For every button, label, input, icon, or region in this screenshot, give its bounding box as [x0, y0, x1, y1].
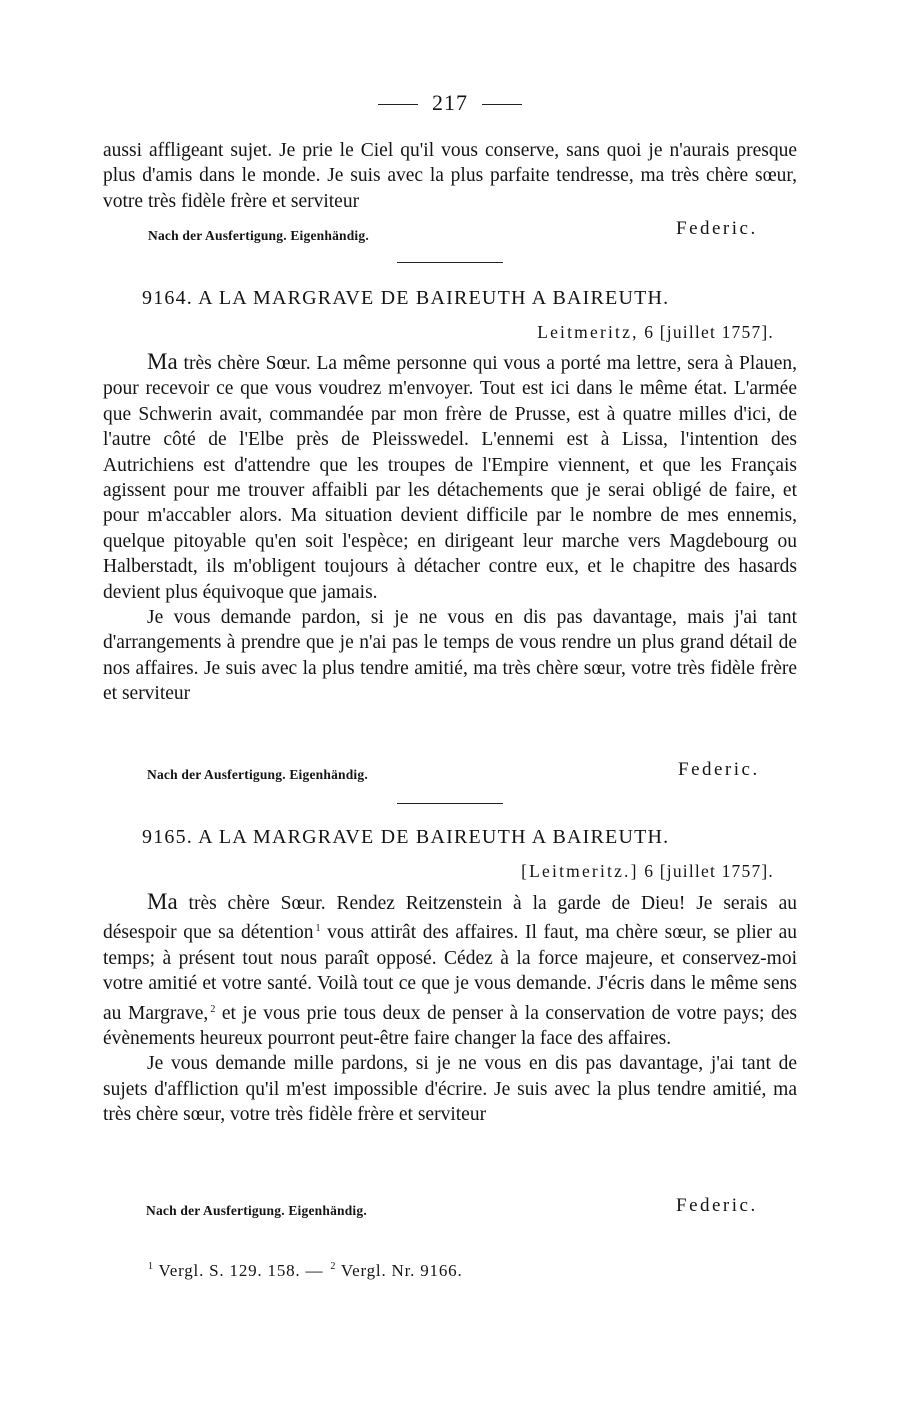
letter-9165-place: [Leitmeritz.]: [521, 861, 639, 881]
footnote-marker-2: 2: [210, 1003, 216, 1015]
section-divider: [397, 803, 503, 804]
letter-9165-body: [103, 889, 797, 1128]
letter-9165-paragraph-1-text-b: vous attirât des affaires. Il faut, ma chère sœur, se plier au temps; à présent tout nous paraît opposé. Cédez à la force majeure, et conservez-moi votre amitié et votre santé. Voilà tout ce que je vous demande. J'écris dans le même sens au Margrave,: [103, 922, 797, 1024]
continuation-text-block: [103, 138, 797, 214]
letter-9164-heading: 9164. A LA MARGRAVE DE BAIREUTH A BAIREUTH.: [142, 287, 670, 309]
page-number-dash-left: [378, 104, 418, 105]
letter-9165-paragraph-1-text-a: très chère Sœur. Rendez Reitzenstein à la garde de Dieu! Je serais au désespoir que sa détention: [103, 893, 797, 944]
letter-9164-paragraph-2: Je vous demande pardon, si je ne vous en dis pas davantage, mais j'ai tant d'arrangements à prendre que je n'ai pas le temps de vous rendre un plus grand détail de nos affaires. Je suis avec la plus tendre amitié, ma très chère sœur, votre très fidèle frère et serviteur: [103, 607, 797, 705]
letter-9164-source-note: Nach der Ausfertigung. Eigenhändig.: [147, 767, 368, 782]
letter-9165-paragraph-1: [103, 889, 797, 1051]
letter-9164-place-date: [537, 322, 774, 343]
letter-9165-heading: 9165. A LA MARGRAVE DE BAIREUTH A BAIREUTH.: [142, 826, 670, 848]
footnote-marker-1: 1: [315, 923, 321, 935]
footnote-2-text: Vergl. Nr. 9166.: [336, 1261, 463, 1280]
letter-9165-source-note: Nach der Ausfertigung. Eigenhändig.: [146, 1203, 367, 1218]
footnote-1-marker: 1: [148, 1261, 154, 1272]
letter-9165-signature: Federic.: [676, 1195, 758, 1216]
footnote-1-text: Vergl. S. 129. 158. —: [153, 1261, 329, 1280]
page-number-value: 217: [432, 90, 468, 115]
letter-9164-place: Leitmeritz,: [537, 322, 639, 342]
continuation-signature: Federic.: [676, 218, 758, 239]
continuation-paragraph: aussi affligeant sujet. Je prie le Ciel qu'il vous conserve, sans quoi je n'aurais presque plus d'amis dans le monde. Je suis avec la plus parfaite tendresse, ma très chère sœur, votre très fidèle frère et serviteur: [103, 140, 797, 212]
letter-9165-date: 6 [juillet 1757].: [644, 861, 774, 881]
page-number: [0, 90, 900, 116]
letter-9164-signature: Federic.: [678, 759, 760, 780]
footnote-2-marker: 2: [330, 1261, 337, 1272]
letter-9164-salutation-initial: Ma: [147, 349, 178, 374]
page-number-dash-right: [482, 104, 522, 105]
letter-9164-date: 6 [juillet 1757].: [644, 322, 774, 342]
letter-9165-paragraph-2: Je vous demande mille pardons, si je ne vous en dis pas davantage, j'ai tant de sujets d'affliction qu'il m'est impossible d'écrire. Je suis avec la plus tendre amitié, ma très chère sœur, votre très fidèle frère et serviteur: [103, 1053, 797, 1126]
section-divider: [397, 262, 503, 263]
continuation-source-note: Nach der Ausfertigung. Eigenhändig.: [148, 228, 369, 243]
letter-9165-salutation-initial: Ma: [147, 889, 178, 914]
letter-9165-place-date: [521, 861, 774, 882]
letter-9165-paragraph-1-text-c: et je vous prie tous deux de penser à la conservation de votre pays; des évènements heureux pourront peut-être faire changer la face des affaires.: [103, 1002, 798, 1050]
letter-9164-body: [103, 349, 797, 707]
letter-9164-paragraph-1: [103, 349, 797, 605]
letter-9164-paragraph-1-text: très chère Sœur. La même personne qui vous a porté ma lettre, sera à Plauen, pour recevoir ce que vous voudrez m'envoyer. Tout est ici dans le même état. L'armée que Schwerin avait, commandée par mon frère de Prusse, est à quatre milles d'ici, de l'autre côté de l'Elbe près de Pleisswedel. L'ennemi est à Lissa, l'intention des Autrichiens est d'attendre que les troupes de l'Empire viennent, et que les Français agissent pour me trouver affaibli par les détachements que je serai obligé de faire, et pour m'accabler alors. Ma situation devient difficile par le nombre de mes ennemis, quelque pitoyable qu'en soit l'espèce; en dirigeant leur marche vers Magdebourg ou Halberstadt, ils m'obligent toujours à détacher contre eux, et le chapitre des hasards devient plus équivoque que jamais.: [103, 353, 797, 603]
footnotes: [146, 1261, 463, 1281]
